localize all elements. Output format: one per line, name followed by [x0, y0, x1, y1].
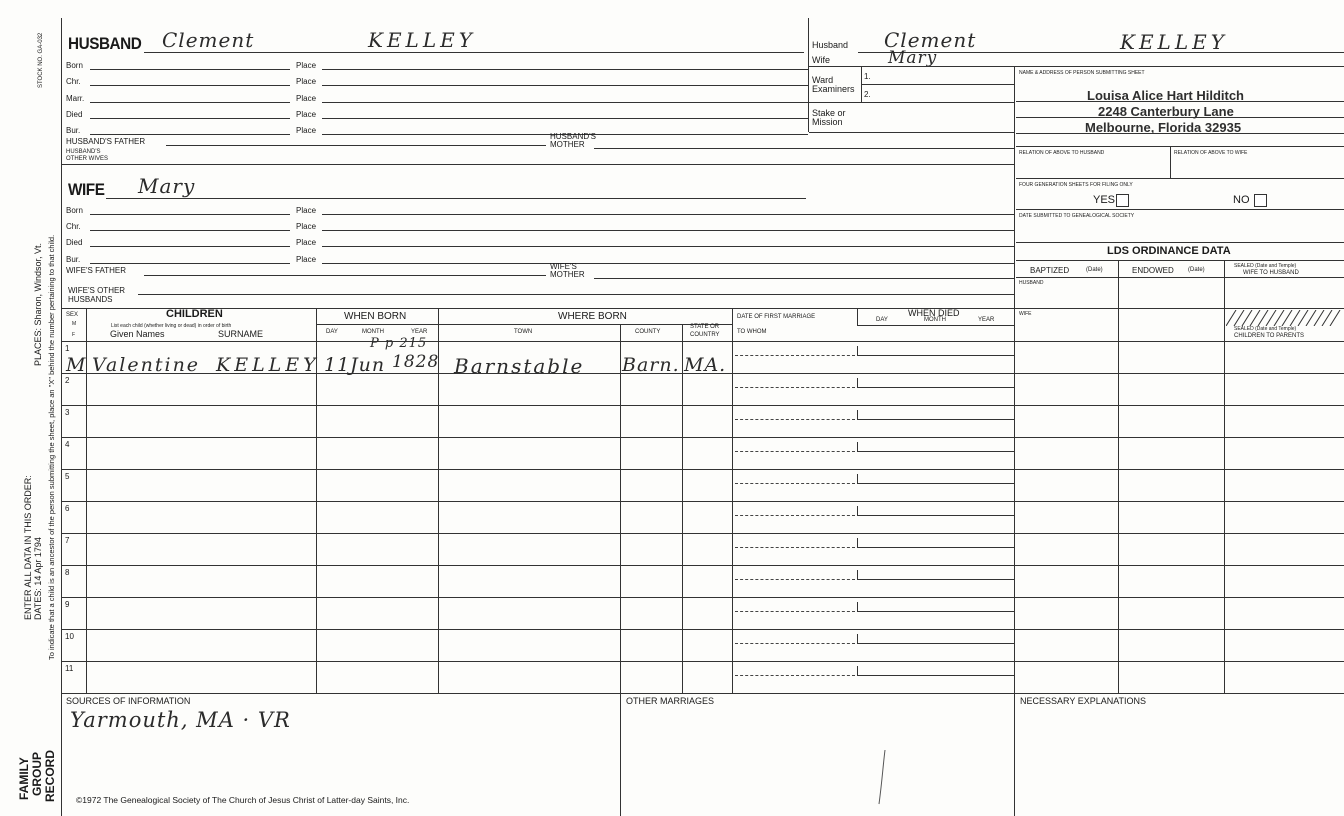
death-date-tick	[857, 570, 858, 579]
wifes-mother-label-2: MOTHER	[550, 270, 585, 279]
other-marriages-label: OTHER MARRIAGES	[626, 696, 715, 706]
husband-died-label: Died	[66, 110, 83, 119]
wifes-father-label: WIFE'S FATHER	[66, 266, 127, 275]
submitter-city: Melbourne, Florida 32935	[1085, 120, 1242, 135]
copyright: ©1972 The Genealogical Society of The Church of Jesus Christ of Latter-day Saints, Inc.	[76, 795, 410, 805]
child-1-state: MA.	[684, 354, 727, 376]
rh-examiner-1: 1.	[864, 72, 871, 81]
lds-header-line	[1016, 277, 1344, 278]
no-label: NO	[1233, 194, 1250, 206]
husband-bur-line	[90, 134, 290, 135]
when-born-heading: WHEN BORN	[344, 311, 407, 322]
where-born-rule	[438, 324, 732, 325]
death-date-tick	[857, 378, 858, 387]
lds-title: LDS ORDINANCE DATA	[1107, 245, 1231, 257]
died-month-label: MONTH	[924, 317, 946, 323]
lds-wife-label: WIFE	[1019, 311, 1032, 317]
husbands-mother-label-1: HUSBAND'S	[550, 132, 596, 141]
wife-chr-place-line	[322, 230, 1014, 231]
child-row-number: 5	[65, 472, 70, 481]
child-row-number: 2	[65, 376, 70, 385]
marriage-date-dashline	[735, 643, 855, 644]
side-places: PLACES: Sharon, Windsor, Vt.	[33, 242, 43, 366]
rh-mission-label: Mission	[812, 117, 843, 127]
death-date-tick	[857, 474, 858, 483]
marriage-date-dashline	[735, 355, 855, 356]
wife-heading: WIFE	[68, 180, 105, 199]
rh-husband-surname: KELLEY	[1120, 30, 1228, 54]
child-1-note: P p 215	[370, 336, 428, 351]
rh-stake-line	[809, 132, 1014, 133]
side-enter-order: ENTER ALL DATA IN THIS ORDER:	[23, 475, 33, 620]
marriage-date-dashline	[735, 675, 855, 676]
table-row-line	[62, 629, 1344, 630]
right-panel-divider	[1014, 66, 1015, 816]
born-day-label: DAY	[326, 329, 338, 335]
husband-chr-place-line	[322, 85, 808, 86]
children-heading: CHILDREN	[166, 308, 223, 320]
death-date-line	[857, 419, 1014, 420]
col-died-divider	[857, 308, 858, 326]
marriage-date-dashline	[735, 515, 855, 516]
four-gen-bottom	[1016, 209, 1344, 210]
husband-bur-place-label: Place	[296, 126, 317, 135]
death-date-tick	[857, 442, 858, 451]
death-date-tick	[857, 410, 858, 419]
husbands-other-wives-label-1: HUSBAND'S	[66, 149, 101, 155]
marriage-date-dashline	[735, 547, 855, 548]
relation-wife-label: RELATION OF ABOVE TO WIFE	[1174, 150, 1248, 156]
child-1-month: Jun	[350, 354, 386, 376]
right-header-divider	[808, 18, 809, 132]
child-1-county: Barn.	[622, 354, 680, 376]
death-date-line	[857, 387, 1014, 388]
wife-chr-line	[90, 230, 290, 231]
husbands-father-label: HUSBAND'S FATHER	[66, 137, 146, 146]
death-date-tick	[857, 634, 858, 643]
rh-examiners-label: Examiners	[812, 84, 855, 94]
side-title-record: RECORD	[43, 749, 57, 802]
submitter-title: NAME & ADDRESS OF PERSON SUBMITTING SHEET	[1019, 70, 1145, 76]
town-label: TOWN	[514, 329, 533, 335]
submitter-bottom	[1016, 146, 1344, 147]
side-title-group: GROUP	[30, 751, 44, 796]
wife-born-place-label: Place	[296, 206, 317, 215]
marriage-date-dashline	[735, 611, 855, 612]
submitter-line-2	[1016, 117, 1344, 118]
child-row-number: 1	[65, 344, 70, 353]
child-1-town: Barnstable	[454, 354, 585, 378]
rh-examiner-2-line	[809, 102, 1014, 103]
endowed-date-label: (Date)	[1188, 267, 1205, 273]
wifes-mother-line	[594, 278, 1014, 279]
wifes-mother-label-1: WIFE'S	[550, 262, 577, 271]
sex-label: SEX	[66, 312, 79, 318]
sealed-hatch	[1226, 310, 1342, 326]
husband-surname: KELLEY	[368, 28, 476, 52]
wifes-other-husbands-line	[138, 294, 1014, 295]
baptized-date-label: (Date)	[1086, 267, 1103, 273]
other-marriages-divider	[620, 693, 621, 816]
when-born-rule	[316, 324, 438, 325]
submitter-line-3	[1016, 133, 1344, 134]
marriage-date-dashline	[735, 451, 855, 452]
husband-born-place-label: Place	[296, 61, 317, 70]
death-date-tick	[857, 538, 858, 547]
death-date-line	[857, 643, 1014, 644]
yes-label: YES	[1093, 194, 1116, 206]
rh-ward-label: Ward	[812, 75, 834, 85]
wife-chr-label: Chr.	[66, 222, 81, 231]
sealed-children-label-1: SEALED (Date and Temple)	[1234, 326, 1297, 332]
table-header-bottom	[62, 341, 1344, 342]
four-gen-label: FOUR GENERATION SHEETS FOR FILING ONLY	[1019, 182, 1133, 188]
born-month-label: MONTH	[362, 329, 384, 335]
relation-bottom	[1016, 178, 1344, 179]
left-margin-rule	[61, 18, 62, 816]
baptized-label: BAPTIZED	[1030, 266, 1070, 275]
table-row-line	[62, 533, 1344, 534]
death-date-line	[857, 675, 1014, 676]
wife-bur-label: Bur.	[66, 255, 81, 264]
wife-bur-place-line	[322, 263, 1014, 264]
death-date-line	[857, 611, 1014, 612]
table-row-line	[62, 469, 1344, 470]
wife-died-place-line	[322, 246, 1014, 247]
husband-name-line	[144, 52, 804, 53]
child-1-surname: KELLEY	[216, 354, 320, 376]
wifes-other-husbands-label-2: HUSBANDS	[68, 295, 113, 304]
lds-husband-label: HUSBAND	[1019, 280, 1044, 286]
first-marriage-label: DATE OF FIRST MARRIAGE	[737, 314, 816, 320]
child-row-number: 6	[65, 504, 70, 513]
death-date-tick	[857, 602, 858, 611]
stock-number: STOCK NO. GA-032	[38, 32, 44, 88]
rh-husband-given: Clement	[884, 28, 977, 52]
wife-born-label: Born	[66, 206, 83, 215]
husband-born-label: Born	[66, 61, 83, 70]
col-county-divider	[682, 324, 683, 693]
surname-label: SURNAME	[218, 329, 264, 339]
given-names-label: Given Names	[110, 329, 165, 339]
wife-born-place-line	[322, 214, 1014, 215]
husbands-mother-label-2: MOTHER	[550, 140, 585, 149]
submitter-street: 2248 Canterbury Lane	[1098, 104, 1234, 119]
wife-section-bottom	[62, 308, 1344, 309]
rh-husband-label: Husband	[812, 40, 849, 50]
died-day-label: DAY	[876, 317, 888, 323]
relation-husband-label: RELATION OF ABOVE TO HUSBAND	[1019, 150, 1105, 156]
husband-marr-place-line	[322, 102, 808, 103]
sources-label: SOURCES OF INFORMATION	[66, 696, 191, 706]
husband-marr-place-label: Place	[296, 94, 317, 103]
sources-text: Yarmouth, MA · VR	[70, 708, 291, 732]
side-instruction: To indicate that a child is an ancestor of the person submitting the sheet, place an "X" behind the number pertaining to that child.	[47, 234, 56, 660]
wife-died-label: Died	[66, 238, 83, 247]
yes-checkbox[interactable]	[1116, 194, 1129, 207]
county-label: COUNTY	[635, 329, 661, 335]
born-year-label: YEAR	[411, 329, 428, 335]
death-date-line	[857, 483, 1014, 484]
died-year-label: YEAR	[978, 317, 995, 323]
when-died-rule	[858, 325, 1014, 326]
wife-bur-line	[90, 263, 290, 264]
explanations-label: NECESSARY EXPLANATIONS	[1020, 696, 1147, 706]
child-row-number: 11	[65, 664, 74, 673]
husband-chr-place-label: Place	[296, 77, 317, 86]
marriage-date-dashline	[735, 419, 855, 420]
husband-section-bottom	[62, 164, 1014, 165]
death-date-line	[857, 515, 1014, 516]
husband-marr-line	[90, 102, 290, 103]
death-date-tick	[857, 506, 858, 515]
husbands-father-line	[166, 145, 546, 146]
husbands-mother-line	[594, 148, 1014, 149]
relation-divider	[1170, 146, 1171, 178]
table-row-line	[62, 501, 1344, 502]
husbands-other-wives-label-2: OTHER WIVES	[66, 156, 109, 162]
table-row-line	[62, 405, 1344, 406]
child-row-number: 4	[65, 440, 70, 449]
marriage-date-dashline	[735, 387, 855, 388]
child-row-number: 7	[65, 536, 70, 545]
endowed-label: ENDOWED	[1132, 266, 1174, 275]
table-row-line	[62, 597, 1344, 598]
no-checkbox[interactable]	[1254, 194, 1267, 207]
wife-given-name: Mary	[138, 174, 196, 198]
death-date-line	[857, 355, 1014, 356]
child-1-given: Valentine	[92, 354, 201, 376]
husband-given-name: Clement	[162, 28, 255, 52]
husband-born-line	[90, 69, 290, 70]
child-row-number: 9	[65, 600, 70, 609]
husband-chr-line	[90, 85, 290, 86]
sealed-wife-label-1: SEALED (Date and Temple)	[1234, 263, 1297, 269]
sealed-children-label-2: CHILDREN TO PARENTS	[1234, 333, 1305, 339]
child-row-number: 3	[65, 408, 70, 417]
wife-died-place-label: Place	[296, 238, 317, 247]
wife-bur-place-label: Place	[296, 255, 317, 264]
death-date-tick	[857, 666, 858, 675]
lds-title-line	[1016, 260, 1344, 261]
wife-name-line	[106, 198, 806, 199]
husband-chr-label: Chr.	[66, 77, 81, 86]
table-row-line	[62, 565, 1344, 566]
where-born-heading: WHERE BORN	[558, 311, 627, 322]
wife-chr-place-label: Place	[296, 222, 317, 231]
submitter-line-1	[1016, 101, 1344, 102]
husband-marr-label: Marr.	[66, 94, 85, 103]
date-submitted-bottom	[1016, 242, 1344, 243]
husband-bur-label: Bur.	[66, 126, 81, 135]
side-dates: DATES: 14 Apr 1794	[33, 537, 43, 620]
child-row-number: 8	[65, 568, 70, 577]
table-row-line	[62, 437, 1344, 438]
husband-died-place-label: Place	[296, 110, 317, 119]
state-label-1: STATE OR	[690, 324, 720, 330]
sex-m-label: M	[72, 321, 77, 327]
child-1-year: 1828	[392, 352, 440, 372]
rh-stake-label: Stake or	[812, 108, 846, 118]
to-whom-label: TO WHOM	[737, 329, 767, 335]
child-1-day: 11	[324, 354, 351, 376]
submitter-name: Louisa Alice Hart Hilditch	[1087, 88, 1244, 103]
table-row-line	[62, 661, 1344, 662]
children-note: List each child (whether living or dead) in order of birth	[111, 323, 232, 329]
wifes-other-husbands-label-1: WIFE'S OTHER	[68, 286, 126, 295]
child-row-number: 10	[65, 632, 74, 641]
date-submitted-label: DATE SUBMITTED TO GENEALOGICAL SOCIETY	[1019, 213, 1135, 219]
child-1-sex: M	[66, 354, 87, 376]
husband-heading: HUSBAND	[68, 34, 142, 53]
sex-f-label: F	[72, 332, 76, 338]
husband-born-place-line	[322, 69, 808, 70]
wife-born-line	[90, 214, 290, 215]
when-died-heading: WHEN DIED	[908, 308, 960, 318]
table-bottom	[62, 693, 1344, 694]
death-date-line	[857, 579, 1014, 580]
sealed-wife-label-2: WIFE TO HUSBAND	[1243, 270, 1299, 276]
rh-examiner-2: 2.	[864, 90, 871, 99]
marriage-date-dashline	[735, 483, 855, 484]
col-town-divider	[620, 324, 621, 693]
death-date-tick	[857, 346, 858, 355]
wifes-father-line	[144, 275, 546, 276]
state-label-2: COUNTRY	[690, 332, 720, 338]
rh-wife-given: Mary	[888, 48, 938, 68]
wife-died-line	[90, 246, 290, 247]
husband-died-place-line	[322, 118, 808, 119]
rh-wife-line	[809, 66, 1344, 67]
death-date-line	[857, 451, 1014, 452]
side-title-family: FAMILY	[17, 757, 31, 800]
pen-mark	[876, 748, 888, 808]
rh-wife-label: Wife	[812, 55, 830, 65]
marriage-date-dashline	[735, 579, 855, 580]
husband-died-line	[90, 118, 290, 119]
death-date-line	[857, 547, 1014, 548]
rh-examiner-1-line	[862, 84, 1014, 85]
